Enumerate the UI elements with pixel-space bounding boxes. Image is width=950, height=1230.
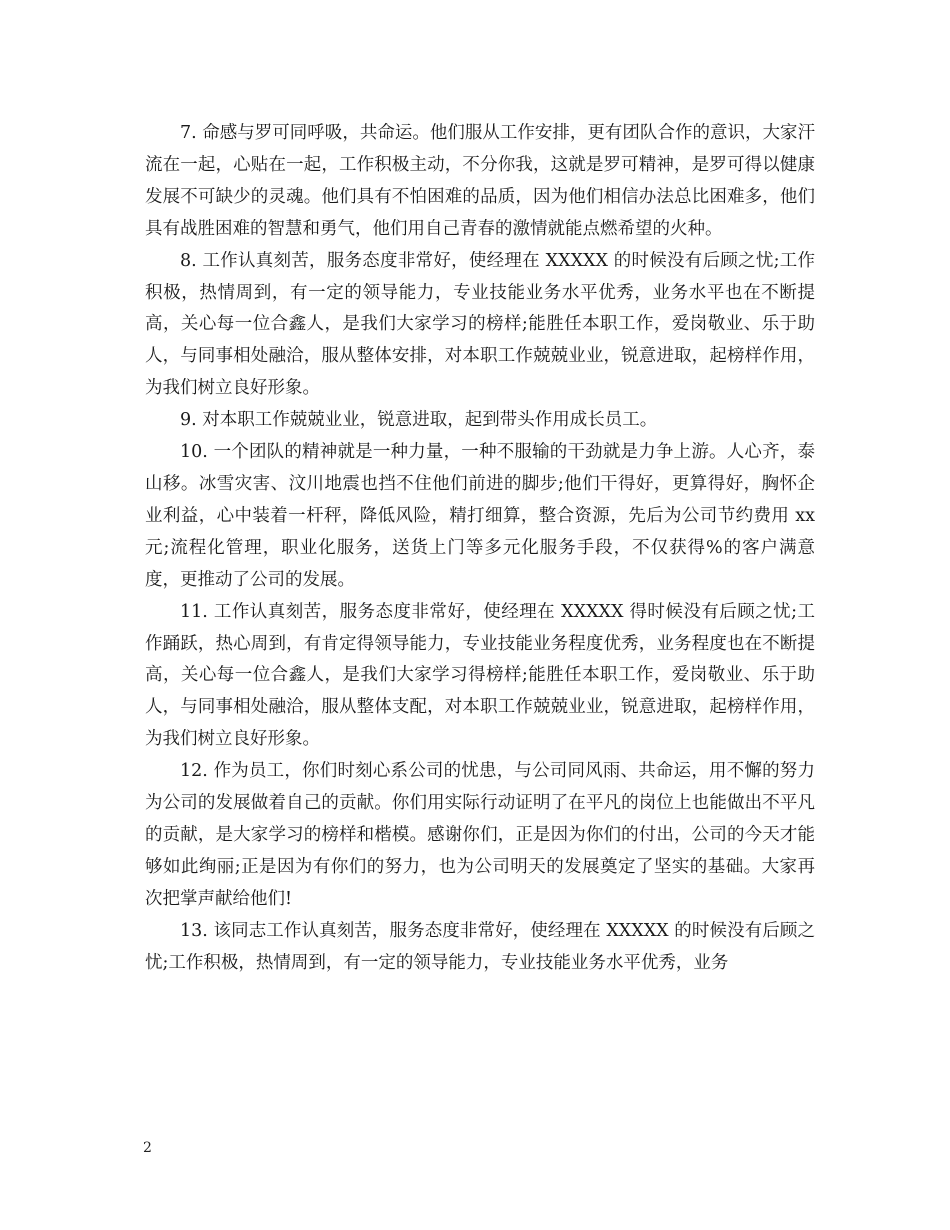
paragraph-10: 10. 一个团队的精神就是一种力量，一种不服输的干劲就是力争上游。人心齐，泰山移。冰雪灾害、汶川地震也挡不住他们前进的脚步;他们干得好，更算得好，胸怀企业利益，心中装着一杆秤，降低风险，精打细算，整合资源，先后为公司节约费用 xx 元;流程化管理，职业化服务，送货上门等多元化服务手段，不仅获得%的客户满意度，更推动了公司的发展。 xyxy=(145,442,815,590)
document-body xyxy=(145,118,815,979)
paragraph-11: 11. 工作认真刻苦，服务态度非常好，使经理在 XXXXX 得时候没有后顾之忧;工作踊跃，热心周到，有肯定得领导能力，专业技能业务程度优秀，业务程度也在不断提高，关心每一位合鑫人，是我们大家学习得榜样;能胜任本职工作，爱岗敬业、乐于助人，与同事相处融洽，服从整体支配，对本职工作兢兢业业，锐意进取，起榜样作用，为我们树立良好形象。 xyxy=(145,601,815,750)
paragraph-13: 13. 该同志工作认真刻苦，服务态度非常好，使经理在 XXXXX 的时候没有后顾之忧;工作积极，热情周到，有一定的领导能力，专业技能业务水平优秀，业务 xyxy=(145,920,815,973)
page-number: 2 xyxy=(143,1140,152,1156)
paragraph-9: 9. 对本职工作兢兢业业，锐意进取，起到带头作用成长员工。 xyxy=(180,410,658,431)
paragraph-12: 12. 作为员工，你们时刻心系公司的忧患，与公司同风雨、共命运，用不懈的努力为公司的发展做着自己的贡献。你们用实际行动证明了在平凡的岗位上也能做出不平凡的贡献，是大家学习的榜样和楷模。感谢你们，正是因为你们的付出，公司的今天才能够如此绚丽;正是因为有你们的努力，也为公司明天的发展奠定了坚实的基础。大家再次把掌声献给他们! xyxy=(145,761,815,909)
paragraph-7: 7. 命感与罗可同呼吸，共命运。他们服从工作安排，更有团队合作的意识，大家汗流在一起，心贴在一起，工作积极主动，不分你我，这就是罗可精神，是罗可得以健康发展不可缺少的灵魂。他们具有不怕困难的品质，因为他们相信办法总比困难多，他们具有战胜困难的智慧和勇气，他们用自己青春的激情就能点燃希望的火种。 xyxy=(145,123,815,239)
paragraph-8: 8. 工作认真刻苦，服务态度非常好，使经理在 XXXXX 的时候没有后顾之忧;工作积极，热情周到，有一定的领导能力，专业技能业务水平优秀，业务水平也在不断提高，关心每一位合鑫人，是我们大家学习的榜样;能胜任本职工作，爱岗敬业、乐于助人，与同事相处融洽，服从整体安排，对本职工作兢兢业业，锐意进取，起榜样作用，为我们树立良好形象。 xyxy=(145,250,815,399)
